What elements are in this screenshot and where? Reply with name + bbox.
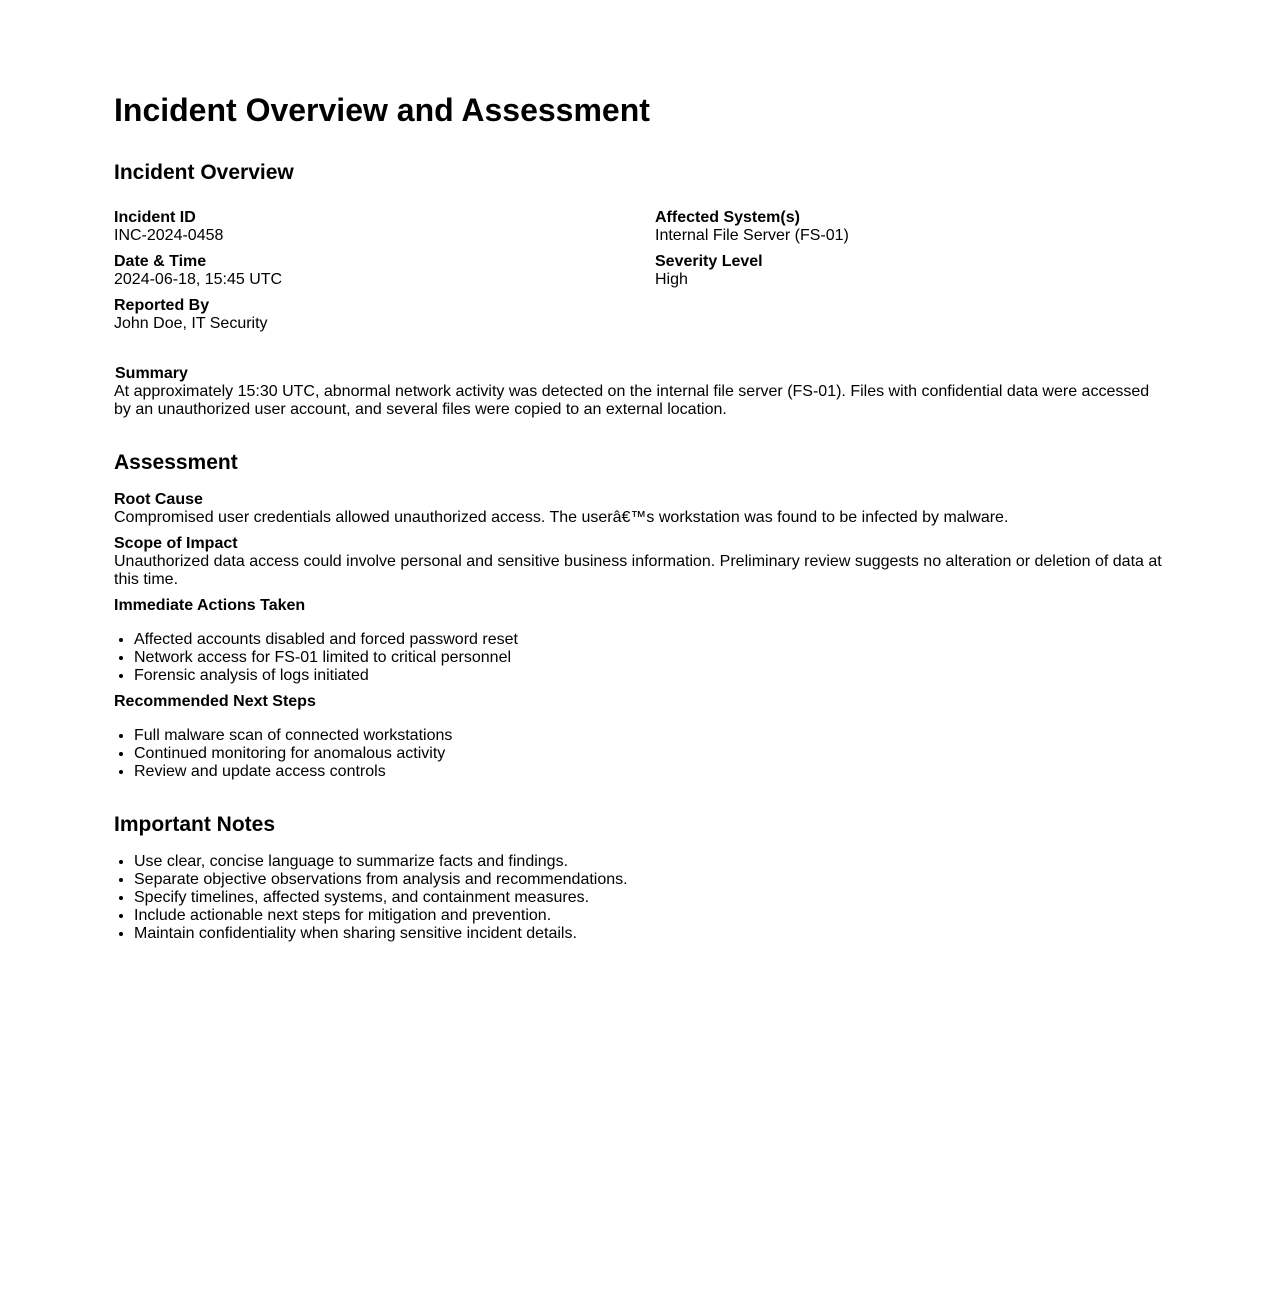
immediate-actions-label: Immediate Actions Taken [114,597,306,614]
reported-by-label: Reported By [114,297,210,314]
list-item: • Network access for FS-01 limited to critical personnel [134,649,1134,667]
immediate-actions-list [114,631,1134,685]
date-time-field [114,253,634,289]
list-item: • Include actionable next steps for mitigation and prevention. [134,907,1134,925]
next-steps-list [114,727,1134,781]
scope-of-impact-block [114,535,1166,589]
list-item: • Full malware scan of connected workstations [134,727,1134,745]
incident-overview-heading: Incident Overview [114,161,294,184]
scope-of-impact-label: Scope of Impact [114,535,238,552]
root-cause-block [114,491,1166,527]
severity-level-value: High [655,271,688,288]
list-item: • Continued monitoring for anomalous activity [134,745,1134,763]
reported-by-field [114,297,634,333]
incident-id-field [114,209,634,245]
root-cause-text: Compromised user credentials allowed unauthorized access. The userâ€™s workstation was found to be infected by malware. [114,509,1009,526]
incident-id-value: INC-2024-0458 [114,227,224,244]
summary-label: Summary [115,365,188,382]
next-steps-block [114,693,1166,711]
date-time-value: 2024-06-18, 15:45 UTC [114,271,283,288]
reported-by-value: John Doe, IT Security [114,315,268,332]
list-item: • Specify timelines, affected systems, and containment measures. [134,889,1134,907]
assessment-heading: Assessment [114,451,238,474]
list-item: • Use clear, concise language to summarize facts and findings. [134,853,1134,871]
incident-id-label: Incident ID [114,209,196,226]
list-item: • Maintain confidentiality when sharing sensitive incident details. [134,925,1134,943]
next-steps-label: Recommended Next Steps [114,693,316,710]
summary-block [114,365,1166,419]
important-notes-heading: Important Notes [114,813,276,836]
severity-level-field [655,253,1175,289]
affected-systems-value: Internal File Server (FS-01) [655,227,849,244]
list-item: • Forensic analysis of logs initiated [134,667,1134,685]
list-item: • Separate objective observations from analysis and recommendations. [134,871,1134,889]
summary-text: At approximately 15:30 UTC, abnormal network activity was detected on the internal file server (FS-01). Files with confidential data were accessed by an unauthorized user account, and several files were copied to an external location. [114,383,1150,418]
important-notes-list [114,853,1134,943]
list-item: • Review and update access controls [134,763,1134,781]
date-time-label: Date & Time [114,253,207,270]
scope-of-impact-text: Unauthorized data access could involve personal and sensitive business information. Preliminary review suggests no alteration or deletion of data at this time. [114,553,1162,588]
severity-level-label: Severity Level [655,253,763,270]
list-item: • Affected accounts disabled and forced password reset [134,631,1134,649]
page-title: Incident Overview and Assessment [114,92,650,128]
affected-systems-label: Affected System(s) [655,209,800,226]
root-cause-label: Root Cause [114,491,203,508]
immediate-actions-block [114,597,1166,615]
affected-systems-field [655,209,1175,245]
